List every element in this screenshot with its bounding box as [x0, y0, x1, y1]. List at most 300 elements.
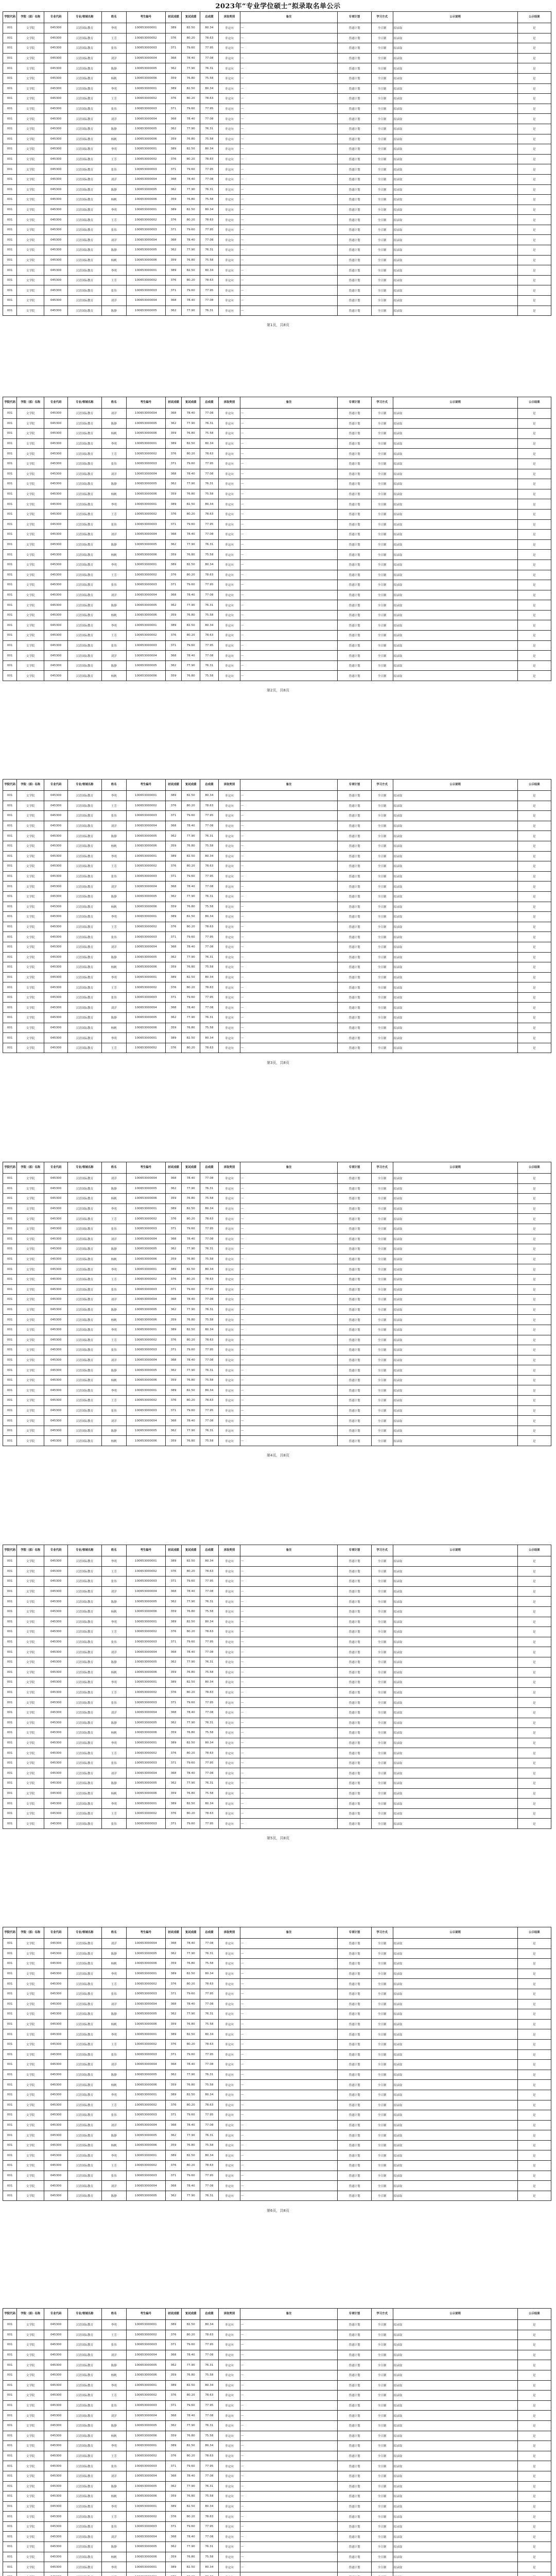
table-cell: 368 [165, 1355, 182, 1365]
table-cell: 全日制 [371, 2370, 393, 2380]
table-cell: 100653000005 [126, 952, 165, 962]
table-cell: 045300 [44, 1758, 67, 1768]
table-cell: 是 [517, 1959, 551, 1969]
table-cell: 100653000004 [126, 1003, 165, 1013]
table-cell: — [240, 1426, 337, 1436]
table-cell: 359 [165, 2140, 182, 2150]
table-cell: 是 [517, 2039, 551, 2049]
table-cell: 77.90 [182, 600, 200, 611]
table-cell: 文学院 [17, 195, 44, 205]
table-cell: 普通计划 [338, 1183, 371, 1194]
table-cell: 张伟 [101, 1989, 126, 1999]
table-cell: 001 [3, 1586, 17, 1597]
table-cell: 普通计划 [338, 2150, 371, 2161]
table-cell: 全日制 [371, 449, 393, 459]
table-cell: 文学院 [17, 1264, 44, 1275]
table-cell: 77.08 [200, 469, 219, 479]
table-cell: 80.20 [182, 922, 200, 932]
table-cell: 普通计划 [338, 255, 371, 265]
table-row [3, 1436, 551, 1446]
table-cell: 82.50 [182, 1799, 200, 1809]
table-cell: 389 [165, 2441, 182, 2451]
column-header: 姓名 [101, 2309, 126, 2320]
table-cell: 全日制 [371, 660, 393, 671]
table-cell: 文学院 [17, 2562, 44, 2572]
table-cell: 文学院 [17, 2150, 44, 2161]
table-cell: 普通计划 [338, 2532, 371, 2542]
table-cell: 是 [517, 1436, 551, 1446]
table-cell: 文学院 [17, 1677, 44, 1688]
table-cell: 77.08 [200, 1939, 219, 1949]
table-cell: 376 [165, 2391, 182, 2401]
table-cell: 045300 [44, 265, 67, 276]
table-cell: 77.95 [200, 580, 219, 590]
table-cell: 371 [165, 1224, 182, 1234]
table-cell: — [240, 1667, 337, 1677]
table-cell: 79.60 [182, 2340, 200, 2350]
table-cell: — [240, 489, 337, 499]
table-cell: 78.63 [200, 2330, 219, 2340]
table-cell: 汉语国际教育 [68, 438, 101, 449]
table-cell: 汉语国际教育 [68, 134, 101, 144]
column-header: 总成绩 [200, 1545, 219, 1556]
table-cell: 全日制 [371, 2191, 393, 2201]
table-cell: 001 [3, 296, 17, 306]
table-cell [126, 2572, 165, 2576]
table-cell: 001 [3, 580, 17, 590]
table-cell: 368 [165, 2120, 182, 2130]
table-cell: 001 [3, 1959, 17, 1969]
table-cell: 非定向 [218, 265, 240, 276]
table-cell: 76.80 [182, 2140, 200, 2150]
table-cell: 045300 [44, 1677, 67, 1688]
table-cell: — [240, 1405, 337, 1416]
table-cell: 全日制 [371, 1355, 393, 1365]
table-cell: 汉语国际教育 [68, 590, 101, 600]
table-cell: 李明 [101, 972, 126, 982]
table-cell: 是 [517, 1758, 551, 1768]
table-cell: 刘洋 [101, 2411, 126, 2421]
table-cell: 文学院 [17, 2380, 44, 2391]
table-cell: — [240, 519, 337, 530]
table-cell: 045300 [44, 2191, 67, 2201]
table-cell: 拟录取 [393, 2512, 517, 2522]
column-header: 专业/领域名称 [68, 1545, 101, 1556]
table-cell: 045300 [44, 409, 67, 419]
table-cell: 045300 [44, 560, 67, 570]
table-cell: 045300 [44, 418, 67, 429]
table-cell: 张伟 [101, 992, 126, 1003]
table-cell: 汉语国际教育 [68, 1597, 101, 1607]
table-cell: 001 [3, 1556, 17, 1567]
table-cell: — [240, 2039, 337, 2049]
table-row [3, 1707, 551, 1718]
table-cell: 普通计划 [338, 932, 371, 942]
table-row [3, 2411, 551, 2421]
table-cell: 非定向 [218, 841, 240, 851]
table-cell: 文学院 [17, 1948, 44, 1959]
table-cell: 非定向 [218, 2191, 240, 2201]
table-cell: 362 [165, 479, 182, 489]
table-cell: — [240, 580, 337, 590]
table-cell: 389 [165, 2501, 182, 2512]
table-cell: 是 [517, 245, 551, 256]
table-cell: 001 [3, 2100, 17, 2110]
table-cell: 389 [165, 1738, 182, 1748]
table-cell: 普通计划 [338, 631, 371, 641]
table-cell: 376 [165, 2512, 182, 2522]
table-cell: 371 [165, 640, 182, 651]
table-cell: 100653000002 [126, 275, 165, 285]
table-cell: 是 [517, 2461, 551, 2471]
table-cell: 汉语国际教育 [68, 1274, 101, 1284]
table-cell: 全日制 [371, 2330, 393, 2340]
table-cell: 100653000005 [126, 1426, 165, 1436]
table-cell: 是 [517, 1728, 551, 1738]
table-cell: 78.40 [182, 174, 200, 184]
table-cell: 非定向 [218, 1295, 240, 1305]
table-cell: 文学院 [17, 1355, 44, 1365]
table-cell: 045300 [44, 245, 67, 256]
table-cell: 李明 [101, 2562, 126, 2572]
table-row [3, 2471, 551, 2481]
table-cell: — [240, 1365, 337, 1376]
table-cell: 77.08 [200, 296, 219, 306]
table-cell: 刘洋 [101, 821, 126, 831]
table-cell: 文学院 [17, 1748, 44, 1758]
table-cell: 非定向 [218, 1758, 240, 1768]
table-cell: — [240, 932, 337, 942]
table-cell: 文学院 [17, 73, 44, 83]
table-cell: 001 [3, 154, 17, 164]
table-cell: 77.08 [200, 1707, 219, 1718]
table-cell: 77.90 [182, 1597, 200, 1607]
table-cell: 拟录取 [393, 2461, 517, 2471]
table-cell: 非定向 [218, 560, 240, 570]
table-cell: 普通计划 [338, 539, 371, 550]
table-cell: 杨帆 [101, 1375, 126, 1385]
table-cell: 79.60 [182, 43, 200, 54]
column-header: 公示结果 [517, 1162, 551, 1174]
table-cell: 全日制 [371, 429, 393, 439]
table-cell: 001 [3, 144, 17, 155]
table-cell: 368 [165, 882, 182, 892]
table-cell: 文学院 [17, 265, 44, 276]
table-cell: 陈静 [101, 2420, 126, 2431]
table-cell: 普通计划 [338, 2360, 371, 2370]
table-cell: 371 [165, 871, 182, 882]
table-cell: — [240, 255, 337, 265]
table-cell: 文学院 [17, 1244, 44, 1255]
table-cell: 文学院 [17, 2029, 44, 2040]
table-cell: 非定向 [218, 2542, 240, 2552]
table-cell: 非定向 [218, 2411, 240, 2421]
table-cell: 045300 [44, 1637, 67, 1647]
table-cell: 是 [517, 1375, 551, 1385]
table-cell: 100653000003 [126, 992, 165, 1003]
table-cell: 拟录取 [393, 1254, 517, 1264]
table-cell: 100653000001 [126, 2320, 165, 2330]
table-cell: — [240, 1979, 337, 1989]
table-cell: 普通计划 [338, 1728, 371, 1738]
table-cell: 普通计划 [338, 2029, 371, 2040]
table-cell: 77.95 [200, 459, 219, 469]
table-cell: 拟录取 [393, 651, 517, 661]
table-cell: 045300 [44, 73, 67, 83]
table-cell: 78.40 [182, 821, 200, 831]
table-cell: 全日制 [371, 1677, 393, 1688]
table-cell: — [240, 245, 337, 256]
table-cell: 是 [517, 1274, 551, 1284]
table-row [3, 1365, 551, 1376]
table-row [3, 94, 551, 104]
table-row [3, 671, 551, 681]
table-cell: 普通计划 [338, 83, 371, 94]
table-cell: 77.95 [200, 1405, 219, 1416]
column-header: 学院代码 [3, 1162, 17, 1174]
table-cell: 100653000005 [126, 891, 165, 902]
table-cell: 100653000004 [126, 53, 165, 63]
table-cell: 普通计划 [338, 1627, 371, 1637]
table-cell: 文学院 [17, 1999, 44, 2009]
table-cell: 陈静 [101, 2542, 126, 2552]
table-cell: 001 [3, 195, 17, 205]
table-cell: 普通计划 [338, 215, 371, 225]
table-cell: 376 [165, 801, 182, 811]
table-cell: 77.90 [182, 1778, 200, 1789]
table-cell: 是 [517, 1003, 551, 1013]
table-cell: — [240, 2360, 337, 2370]
table-cell: — [240, 530, 337, 540]
table-row [3, 1426, 551, 1436]
table-cell: 文学院 [17, 1566, 44, 1577]
table-cell: 001 [3, 2451, 17, 2461]
table-cell: 001 [3, 479, 17, 489]
table-cell: 是 [517, 2049, 551, 2060]
table-cell: 是 [517, 1586, 551, 1597]
table-row [3, 2562, 551, 2572]
table-cell: 文学院 [17, 2400, 44, 2411]
table-cell: 汉语国际教育 [68, 660, 101, 671]
table-cell: 非定向 [218, 1556, 240, 1567]
table-cell: 100653000002 [126, 1808, 165, 1819]
table-cell: 王芳 [101, 154, 126, 164]
table-cell: 79.60 [182, 932, 200, 942]
table-cell: 76.80 [182, 1667, 200, 1677]
table-cell: 是 [517, 610, 551, 620]
table-row [3, 1214, 551, 1224]
column-header: 初试成绩 [165, 397, 182, 409]
table-cell: 78.40 [182, 2060, 200, 2070]
table-cell: 100653000004 [126, 651, 165, 661]
table-cell: 拟录取 [393, 932, 517, 942]
table-cell: 拟录取 [393, 2350, 517, 2360]
table-cell: 非定向 [218, 1023, 240, 1033]
table-cell: 045300 [44, 2512, 67, 2522]
table-cell: 非定向 [218, 1778, 240, 1789]
table-cell: 文学院 [17, 1315, 44, 1325]
table-cell: 拟录取 [393, 1606, 517, 1617]
table-cell: 非定向 [218, 53, 240, 63]
table-cell: 拟录取 [393, 2370, 517, 2380]
table-cell: 80.34 [200, 791, 219, 801]
table-cell: 001 [3, 1304, 17, 1315]
table-cell: 362 [165, 1597, 182, 1607]
table-cell: 文学院 [17, 2161, 44, 2171]
table-cell: 389 [165, 265, 182, 276]
table-cell: 陈静 [101, 1657, 126, 1667]
table-cell: 001 [3, 2191, 17, 2201]
table-cell: — [240, 1768, 337, 1778]
table-cell: 李明 [101, 83, 126, 94]
table-cell: 文学院 [17, 2501, 44, 2512]
table-row [3, 1677, 551, 1688]
table-cell: 陈静 [101, 891, 126, 902]
table-cell: 77.08 [200, 821, 219, 831]
table-cell: 普通计划 [338, 831, 371, 841]
table-cell: 75.58 [200, 1436, 219, 1446]
table-cell: 非定向 [218, 1033, 240, 1043]
table-cell: 拟录取 [393, 1345, 517, 1355]
table-cell: 拟录取 [393, 195, 517, 205]
table-cell: 普通计划 [338, 1023, 371, 1033]
table-row [3, 1325, 551, 1335]
table-cell: — [240, 306, 337, 316]
table-cell: 362 [165, 63, 182, 74]
table-cell: 是 [517, 2161, 551, 2171]
table-cell: 100653000003 [126, 2461, 165, 2471]
table-cell: — [240, 2542, 337, 2552]
table-cell: 376 [165, 2161, 182, 2171]
table-cell: 001 [3, 1264, 17, 1275]
table-cell: — [240, 1577, 337, 1587]
table-cell: 普通计划 [338, 1325, 371, 1335]
table-cell: 拟录取 [393, 1687, 517, 1698]
table-cell: 全日制 [371, 942, 393, 952]
table-cell: 100653000002 [126, 449, 165, 459]
table-cell: 77.08 [200, 2471, 219, 2481]
table-cell: — [240, 2009, 337, 2020]
table-cell: 001 [3, 1183, 17, 1194]
table-cell: 001 [3, 2039, 17, 2049]
table-cell: 045300 [44, 33, 67, 43]
table-cell: 76.80 [182, 1788, 200, 1799]
table-cell: 李明 [101, 1969, 126, 1979]
table-cell: 100653000001 [126, 2029, 165, 2040]
table-cell: 100653000005 [126, 1183, 165, 1194]
table-cell: 79.60 [182, 285, 200, 296]
table-row [3, 1687, 551, 1698]
table-row [3, 539, 551, 550]
table-cell: 78.63 [200, 801, 219, 811]
table-cell: 82.50 [182, 205, 200, 215]
table-cell: 82.50 [182, 1969, 200, 1979]
table-cell: 普通计划 [338, 992, 371, 1003]
table-cell: 75.58 [200, 2080, 219, 2090]
table-cell: 100653000002 [126, 2512, 165, 2522]
table-row [3, 1788, 551, 1799]
table-cell: 是 [517, 861, 551, 872]
table-cell: 普通计划 [338, 509, 371, 519]
table-cell: 文学院 [17, 438, 44, 449]
table-cell: 是 [517, 215, 551, 225]
table-cell: 045300 [44, 2080, 67, 2090]
table-cell: 拟录取 [393, 2171, 517, 2181]
table-cell: 全日制 [371, 590, 393, 600]
table-cell: 非定向 [218, 195, 240, 205]
table-cell: 全日制 [371, 811, 393, 821]
table-cell: 普通计划 [338, 1788, 371, 1799]
column-header: 学院（部）名称 [17, 1545, 44, 1556]
table-cell: — [240, 821, 337, 831]
table-cell: 全日制 [371, 891, 393, 902]
table-row [3, 1768, 551, 1778]
table-cell: 045300 [44, 2441, 67, 2451]
table-cell: 001 [3, 2532, 17, 2542]
table-cell: 非定向 [218, 144, 240, 155]
table-cell: 陈静 [101, 831, 126, 841]
table-cell: — [240, 1948, 337, 1959]
table-cell: 045300 [44, 2029, 67, 2040]
table-cell: 045300 [44, 144, 67, 155]
table-cell: 77.08 [200, 1295, 219, 1305]
table-cell: 80.34 [200, 1385, 219, 1396]
table-cell: 362 [165, 418, 182, 429]
table-cell: 是 [517, 2451, 551, 2461]
table-cell: 陈静 [101, 1718, 126, 1728]
table-cell: 76.31 [200, 2070, 219, 2080]
table-cell: 001 [3, 2161, 17, 2171]
table-cell: 362 [165, 2009, 182, 2020]
table-cell: 045300 [44, 1617, 67, 1627]
table-cell: 文学院 [17, 1284, 44, 1295]
table-cell: 045300 [44, 1396, 67, 1406]
table-cell: 82.50 [182, 1617, 200, 1627]
table-cell: 拟录取 [393, 1657, 517, 1667]
table-cell: 371 [165, 2110, 182, 2121]
table-cell: 文学院 [17, 1959, 44, 1969]
table-cell: 77.08 [200, 1234, 219, 1244]
table-cell: 文学院 [17, 2140, 44, 2150]
table-cell: 汉语国际教育 [68, 570, 101, 580]
table-cell: 全日制 [371, 952, 393, 962]
table-cell: 拟录取 [393, 1416, 517, 1426]
table-cell: 全日制 [371, 306, 393, 316]
table-cell: 拟录取 [393, 418, 517, 429]
table-cell: 376 [165, 631, 182, 641]
table-cell: 77.90 [182, 2130, 200, 2141]
table-cell: 82.50 [182, 851, 200, 861]
table-cell: 100653000005 [126, 2542, 165, 2552]
table-cell: 100653000004 [126, 1939, 165, 1949]
table-cell: 80.20 [182, 449, 200, 459]
table-cell: 78.63 [200, 1335, 219, 1345]
table-cell: 389 [165, 1556, 182, 1567]
table-cell: 001 [3, 1355, 17, 1365]
table-cell: — [240, 1778, 337, 1789]
table-cell: 拟录取 [393, 235, 517, 245]
table-cell: 汉语国际教育 [68, 479, 101, 489]
table-cell: 80.20 [182, 2330, 200, 2340]
table-cell: 045300 [44, 1586, 67, 1597]
table-cell: 拟录取 [393, 882, 517, 892]
table-cell: 刘洋 [101, 882, 126, 892]
table-cell: 371 [165, 1698, 182, 1708]
table-cell: 045300 [44, 2120, 67, 2130]
column-header: 备注 [240, 779, 337, 791]
table-cell: — [240, 459, 337, 469]
table-cell: 张伟 [101, 1577, 126, 1587]
